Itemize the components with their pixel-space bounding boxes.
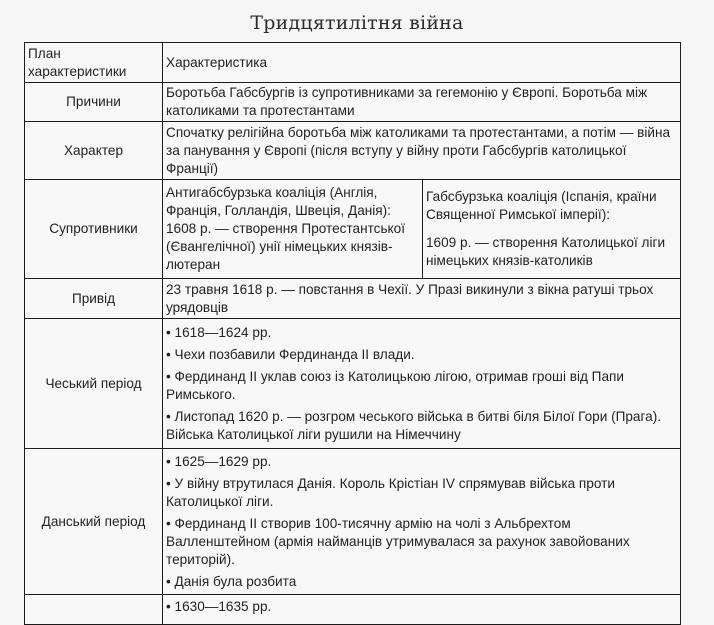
list-item: • Фердинанд II створив 100-тисячну армію на чолі з Альбрехтом Валленштейном (армія найманців утримувалася за рахунок завойованих територій). [166, 515, 630, 567]
table-row-pretext [25, 279, 681, 319]
anti-habsburg-coalition-text: Антигабсбурзька коаліція (Англія, Франція, Голландія, Швеція, Данія): [166, 185, 391, 218]
list-item: • Фердинанд II уклав союз із Католицькою лігою, отримав гроші від Папи Римського. [166, 368, 624, 402]
table-row-czech-period [25, 319, 681, 449]
list-item: • У війну втрутилася Данія. Король Крістіан IV спрямував війська проти Католицької ліги. [166, 475, 615, 509]
row-label-next [25, 595, 163, 625]
list-item: • Чехи позбавили Фердинанда II влади. [166, 346, 415, 362]
table-row-causes [25, 83, 681, 122]
catholic-league-text: 1609 р. — створення Католицької ліги німецьких князів-католиків [426, 235, 666, 268]
row-label-czech: Чеський період [25, 319, 163, 449]
row-text-czech [163, 319, 681, 449]
row-label-character: Характер [25, 122, 163, 180]
table-row-character [25, 122, 681, 180]
row-label-causes: Причини [25, 83, 163, 122]
page-title: Тридцятилітня війна [250, 12, 464, 34]
table-header-row [25, 43, 681, 83]
table-row-opponents [25, 180, 681, 279]
header-plan-cell: План характеристики [25, 43, 163, 83]
opponents-anti-habsburg-cell [163, 180, 423, 279]
list-item: • 1625—1629 рр. [166, 453, 272, 469]
habsburg-coalition-text: Габсбурзька коаліція (Іспанія, країни Священної Римської імперії): [426, 189, 657, 222]
row-text-danish [163, 449, 681, 595]
row-text-next [163, 595, 681, 625]
opponents-habsburg-cell [423, 180, 681, 279]
row-label-opponents: Супротивники [25, 180, 163, 279]
row-label-danish: Данський період [25, 449, 163, 595]
table-row-next-partial [25, 595, 681, 625]
list-item: • Данія була розбита [166, 573, 297, 589]
history-table [24, 42, 681, 625]
row-label-pretext: Привід [25, 279, 163, 319]
row-text-causes: Боротьба Габсбургів із супротивниками за гегемонію у Європі. Боротьба між католиками та протестантами [163, 83, 681, 122]
table-row-danish-period [25, 449, 681, 595]
row-text-character: Спочатку релігійна боротьба між католиками та протестантами, а потім — війна за панування у Європі (після вступу у війну проти Габсбургів католицької Франції) [163, 122, 681, 180]
protestant-union-text: 1608 р. — створення Протестантської (Євангелічної) унії німецьких князів-лютеран [166, 221, 405, 272]
list-item: • Листопад 1620 р. — розгром чеського війська в битві біля Білої Гори (Прага). Війська Католицької ліги рушили на Німеччину [166, 408, 662, 442]
row-text-pretext: 23 травня 1618 р. — повстання в Чехії. У Празі викинули з вікна ратуші трьох урядовців [163, 279, 681, 319]
list-item: • 1618—1624 рр. [166, 324, 272, 340]
list-item: • 1630—1635 рр. [166, 599, 272, 614]
header-characteristic-cell: Характеристика [163, 43, 681, 83]
